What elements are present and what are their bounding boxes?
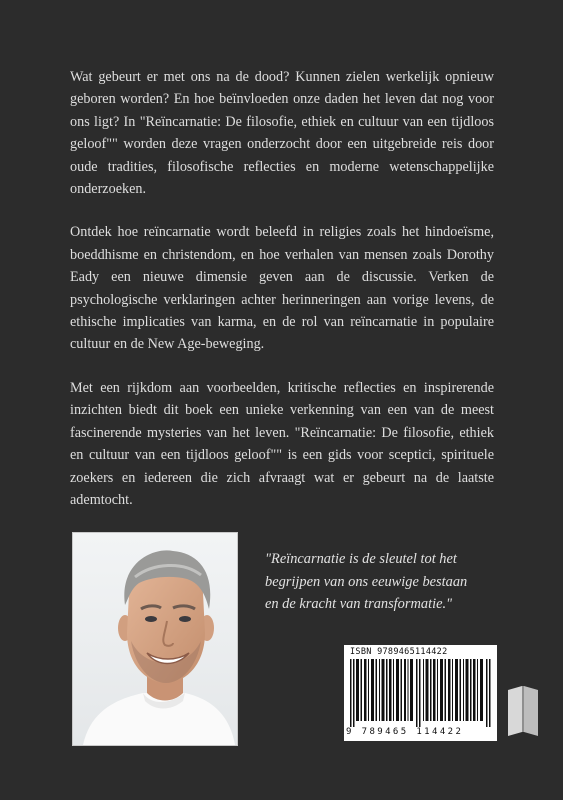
blurb-paragraph-2: Ontdek hoe reïncarnatie wordt beleefd in religies zoals het hindoeïsme, boeddhisme en christendom, en hoe verhalen van mensen zoals Dorothy Eady een nieuwe dimensie geven aan de discussie. Verken de psychologische verklaringen achter herinneringen aan vorige levens, de ethische implicaties van karma, en de rol van reïncarnatie in populaire cultuur en de New Age-beweging.	[70, 224, 494, 353]
isbn-digits: 9 789465 114422	[346, 727, 464, 737]
quote-line-2: begrijpen van ons eeuwige bestaan	[265, 573, 468, 590]
isbn-label: ISBN 9789465114422	[350, 647, 448, 657]
publisher-logo-icon	[502, 684, 544, 738]
back-cover-blurb	[70, 66, 494, 532]
quote-line-3: en de kracht van transformatie."	[265, 596, 453, 613]
isbn-barcode	[344, 645, 497, 741]
publisher-logo	[502, 684, 544, 743]
blurb-paragraph-3: Met een rijkdom aan voorbeelden, kritische reflecties en inspirerende inzichten biedt dit boek een unieke verkenning van een van de meest fascinerende mysteries van het leven. "Reïncarnatie: De filosofie, ethiek en cultuur van een tijdloos geloof"" is een gids voor sceptici, spirituele zoekers en iedereen die zich afvraagt wat er gebeurt na de laatste ademtocht.	[70, 379, 494, 508]
blurb-paragraph-1: Wat gebeurt er met ons na de dood? Kunnen zielen werkelijk opnieuw geboren worden? En hoe beïnvloeden onze daden het leven dat nog voor ons ligt? In "Reïncarnatie: De filosofie, ethiek en cultuur van een tijdloos geloof"" worden deze vragen onderzocht door een uitgebreide reis door oude tradities, filosofische reflecties en moderne wetenschappelijke onderzoeken.	[70, 69, 494, 198]
barcode-bars-icon	[350, 659, 491, 727]
author-photo	[72, 532, 238, 746]
author-quote	[265, 548, 510, 616]
author-portrait-icon	[73, 533, 237, 745]
quote-line-1: "Reïncarnatie is de sleutel tot het	[265, 551, 457, 567]
